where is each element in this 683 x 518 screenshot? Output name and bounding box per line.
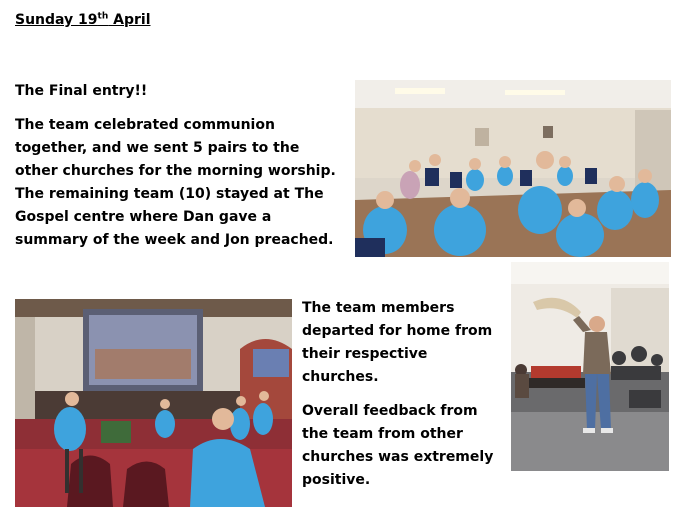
page-heading	[15, 12, 151, 28]
church-hall-photo	[15, 299, 292, 507]
team-circle-photo	[355, 80, 671, 257]
departed-paragraph: The team members departed for home from their respective churches.	[302, 300, 493, 385]
final-entry-text: The Final entry!!	[15, 83, 148, 99]
feedback-paragraph: Overall feedback from the team from other churches was extremely positive.	[302, 403, 494, 488]
horn-blowing-photo	[511, 262, 669, 471]
heading-month: April	[108, 12, 151, 28]
communion-paragraph: The team celebrated communion together, and we sent 5 pairs to the other churches for the morning worship. The remaining team (10) stayed at The Gospel centre where Dan gave a summary of the week and Jon preached.	[15, 117, 336, 248]
heading-day-suffix: th	[97, 11, 109, 22]
heading-day: Sunday 19	[15, 12, 98, 28]
